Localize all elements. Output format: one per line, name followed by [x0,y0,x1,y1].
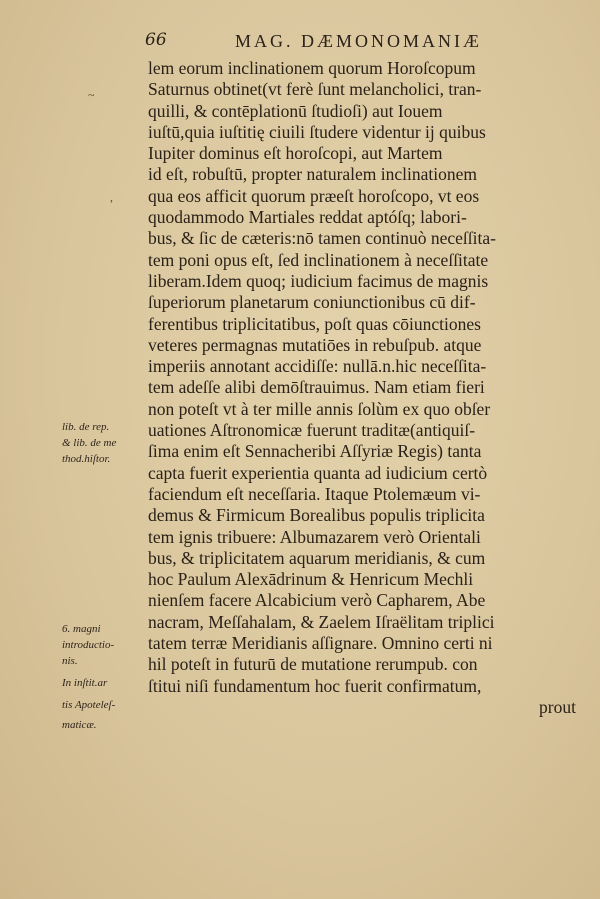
text-line: hil poteſt in futurū de mutatione rerumpub. con [148,654,478,675]
marginal-note: & lib. de me [62,437,117,449]
text-line: ſima enim eſt Sennacheribi Aſſyriæ Regis) tanta [148,441,482,462]
margin-mark: , [110,190,113,204]
text-line: Saturnus obtinet(vt ferè ſunt melancholici, tran- [148,79,482,100]
text-line: veteres permagnas mutatiōes in rebuſpub. atque [148,334,482,355]
text-line: demus & Firmicum Borealibus populis triplicita [148,505,485,526]
page-header [145,30,555,54]
text-line: uationes Aſtronomicæ fuerunt traditæ(antiquiſ- [148,420,476,441]
text-line: bus, & ſic de cæteris:nō tamen continuò neceſſita- [148,228,496,249]
marginal-note: tis Apoteleſ- [62,699,116,711]
text-line: ſuperiorum planetarum coniunctionibus cū dif- [148,292,476,313]
text-line: nacram, Meſſahalam, & Zaelem Iſraëlitam triplici [148,611,495,632]
marginal-note: lib. de rep. [62,421,110,433]
text-line: bus, & triplicitatem aquarum meridianis, & cum [148,547,486,568]
text-line: nienſem facere Alcabicium verò Capharem, Abe [148,590,486,611]
text-line: tatem terræ Meridianis aſſignare. Omnino certi ni [148,633,493,654]
marginal-note: thod.hiſtor. [62,453,111,465]
text-line: tem adeſſe alibi demōſtrauimus. Nam etiam fieri [148,377,485,398]
marginal-note: introductio- [62,639,115,651]
marginal-note: 6. magni [62,623,101,635]
text-line: tem ignis tribuere: Albumazarem verò Orientali [148,526,481,547]
text-line: quilli, & contēplationū ſtudioſi) aut Iouem [148,100,443,121]
text-line: lem eorum inclinationem quorum Horoſcopum [148,58,476,78]
page-number: 66 [145,30,167,50]
marginal-note: maticæ. [62,719,97,731]
text-line: quodammodo Martiales reddat aptóſq; labori- [148,207,467,228]
text-line: Iupiter dominus eſt horoſcopi, aut Martem [148,143,443,164]
margin-notes [0,0,148,899]
margin-mark: ~ [88,88,95,102]
text-line: ferentibus triplicitatibus, poſt quas cōiunctiones [148,313,481,334]
text-line: hoc Paulum Alexādrinum & Henricum Mechli [148,569,474,590]
catchword: prout [539,696,576,717]
body-text [148,58,588,718]
marginal-note: nis. [62,655,78,667]
marginal-note: In inſtit.ar [62,677,108,689]
running-head: MAG. DÆMONOMANIÆ [235,31,483,51]
text-line: iuſtū,quia iuſtitię ciuili ſtudere videntur ij quibus [148,121,486,142]
text-line: id eſt, robuſtū, propter naturalem inclinationem [148,164,478,185]
text-line: ſtitui niſi fundamentum hoc fuerit confirmatum, [148,675,482,696]
text-line: imperiis annotant accidiſſe: nullā.n.hic neceſſita- [148,356,487,377]
text-line: qua eos afficit quorum præeſt horoſcopo, vt eos [148,185,480,206]
text-line: faciendum eſt neceſſaria. Itaque Ptolemæum vi- [148,483,481,504]
text-line: tem poni opus eſt, ſed inclinationem à neceſſitate [148,249,489,270]
text-line: capta fuerit experientia quanta ad iudicium certò [148,462,488,483]
text-line: liberam.Idem quoq; iudicium facimus de magnis [148,270,489,291]
text-line: non poteſt vt à ter mille annis ſolùm ex quo obſer [148,398,491,419]
